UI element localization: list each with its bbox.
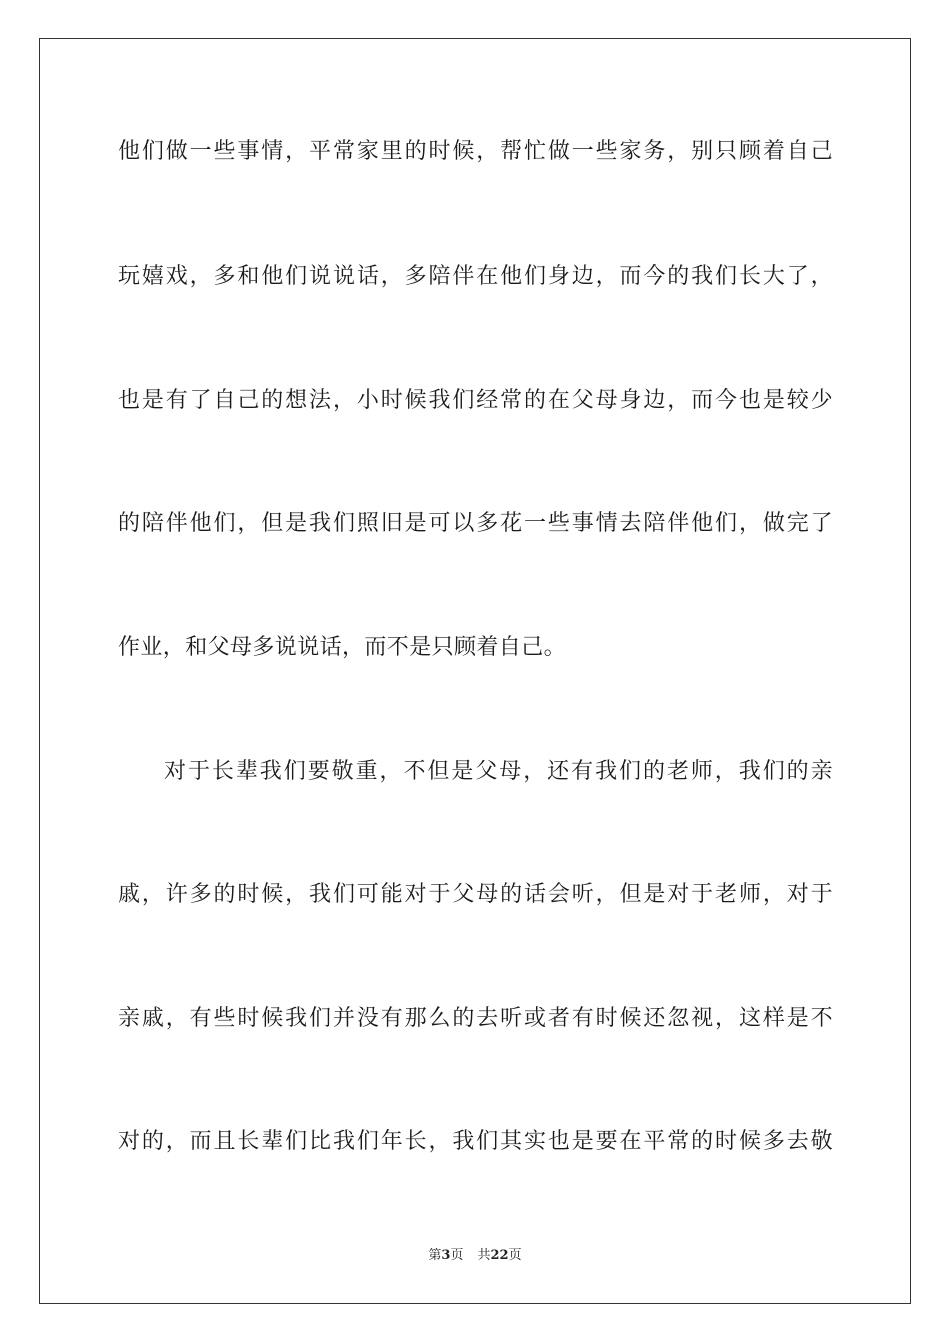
body-line-8: 亲戚，有些时候我们并没有那么的去听或者有时候还忽视，这样是不 xyxy=(118,1006,833,1031)
page-prefix: 第 xyxy=(428,1248,442,1263)
total-prefix: 共 xyxy=(477,1248,491,1263)
page-number: 3 xyxy=(441,1248,451,1263)
body-line-9: 对的，而且长辈们比我们年长，我们其实也是要在平常的时候多去敬 xyxy=(118,1129,833,1154)
total-suffix: 页 xyxy=(508,1248,522,1263)
body-line-4: 的陪伴他们，但是我们照旧是可以多花一些事情去陪伴他们，做完了 xyxy=(118,511,833,536)
page-suffix: 页 xyxy=(450,1248,464,1263)
body-line-2: 玩嬉戏，多和他们说说话，多陪伴在他们身边，而今的我们长大了， xyxy=(118,264,833,289)
page-border xyxy=(39,38,911,1304)
page-footer xyxy=(0,1247,950,1265)
total-pages: 22 xyxy=(490,1248,509,1263)
body-line-1: 他们做一些事情，平常家里的时候，帮忙做一些家务，别只顾着自己 xyxy=(118,139,833,164)
body-line-3: 也是有了自己的想法，小时候我们经常的在父母身边，而今也是较少 xyxy=(118,388,833,413)
paragraph-2-line-1: 对于长辈我们要敬重，不但是父母，还有我们的老师，我们的亲 xyxy=(164,759,833,784)
body-line-5: 作业，和父母多说说话，而不是只顾着自己。 xyxy=(118,635,567,660)
body-line-7: 戚，许多的时候，我们可能对于父母的话会听，但是对于老师，对于 xyxy=(118,882,833,907)
